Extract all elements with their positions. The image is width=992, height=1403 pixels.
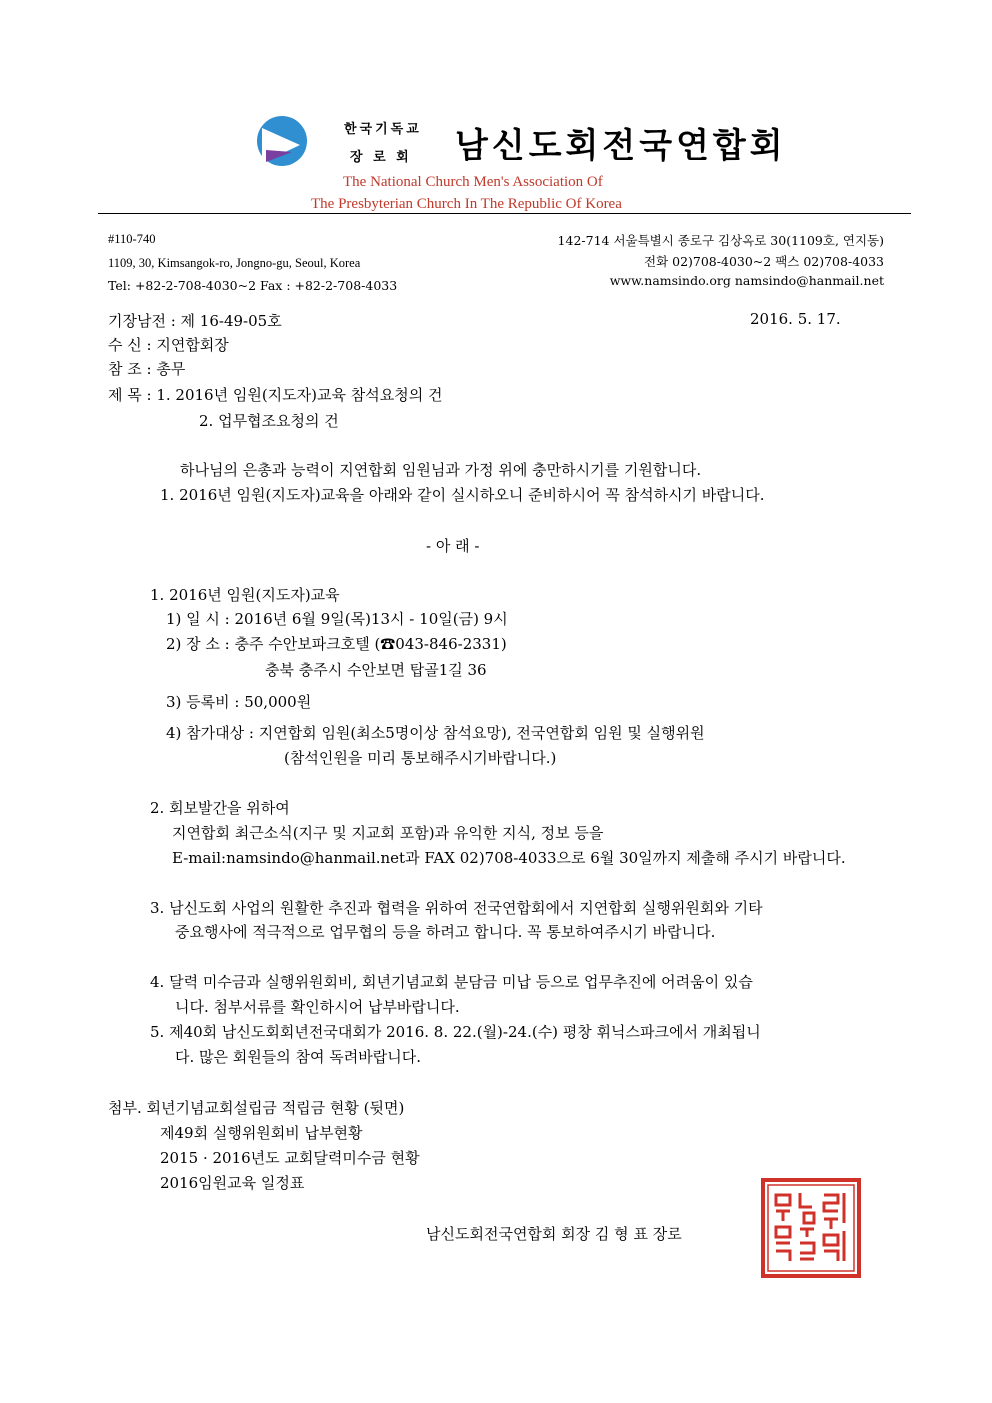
- section-1-target: 4) 참가대상 : 지연합회 임원(최소5명이상 참석요망), 전국연합회 임원 및 실행위원: [166, 724, 705, 742]
- attachment-item: 2016임원교육 일정표: [160, 1174, 305, 1192]
- section-1-fee: 3) 등록비 : 50,000원: [166, 693, 312, 711]
- org-small-line2: 장 로 회: [350, 150, 412, 165]
- postal-code-en: #110-740: [108, 232, 156, 246]
- tel-fax-kr: 전화 02)708-4030~2 팩스 02)708-4033: [644, 254, 884, 269]
- document-date: 2016. 5. 17.: [750, 310, 841, 328]
- official-seal-icon: [760, 1177, 862, 1279]
- subject-line1: 제 목 : 1. 2016년 임원(지도자)교육 참석요청의 건: [108, 386, 443, 404]
- section-1-place: 2) 장 소 : 충주 수안보파크호텔 (☎043-846-2331): [166, 635, 507, 653]
- org-english-line2: The Presbyterian Church In The Republic Of Korea: [311, 196, 622, 212]
- section-2-line1: 지연합회 최근소식(지구 및 지교회 포함)과 유익한 지식, 정보 등을: [172, 824, 604, 842]
- address-kr: 142-714 서울특별시 종로구 김상옥로 30(1109호, 연지동): [557, 233, 884, 248]
- tel-fax-en: Tel: +82-2-708-4030~2 Fax : +82-2-708-4033: [108, 278, 398, 293]
- document-number: 기장남전 : 제 16-49-05호: [108, 312, 282, 330]
- section-4-line1: 4. 달력 미수금과 실행위원회비, 회년기념교회 분담금 미납 등으로 업무추진에 어려움이 있습: [150, 973, 753, 991]
- recipient: 수 신 : 지연합회장: [108, 336, 229, 354]
- section-5-line1: 5. 제40회 남신도회회년전국대회가 2016. 8. 22.(월)-24.(수) 평창 휘닉스파크에서 개최됩니: [150, 1023, 761, 1041]
- section-4-line2: 니다. 첨부서류를 확인하시어 납부바랍니다.: [175, 998, 460, 1016]
- reference: 참 조 : 총무: [108, 360, 186, 378]
- section-2-line2: E-mail:namsindo@hanmail.net과 FAX 02)708-4033으로 6월 30일까지 제출해 주시기 바랍니다.: [172, 849, 846, 867]
- section-1-place-address: 충북 충주시 수안보면 탑골1길 36: [265, 661, 487, 679]
- section-2-title: 2. 회보발간을 위하여: [150, 799, 290, 817]
- address-en: 1109, 30, Kimsangok-ro, Jongno-gu, Seoul, Korea: [108, 256, 361, 270]
- below-heading: - 아 래 -: [426, 537, 480, 555]
- paragraph-1: 1. 2016년 임원(지도자)교육을 아래와 같이 실시하오니 준비하시어 꼭 참석하시기 바랍니다.: [160, 486, 765, 504]
- section-3-line1: 3. 남신도회 사업의 원활한 추진과 협력을 위하여 전국연합회에서 지연합회 실행위원회와 기타: [150, 899, 763, 917]
- web-email: www.namsindo.org namsindo@hanmail.net: [609, 273, 884, 288]
- section-1-time: 1) 일 시 : 2016년 6월 9일(목)13시 - 10일(금) 9시: [166, 610, 508, 628]
- org-small-line1: 한국기독교: [344, 122, 422, 137]
- section-3-line2: 중요행사에 적극적으로 업무협의 등을 하려고 합니다. 꼭 통보하여주시기 바랍니다.: [175, 923, 716, 941]
- signature-line: 남신도회전국연합회 회장 김 형 표 장로: [426, 1225, 682, 1243]
- greeting: 하나님의 은총과 능력이 지연합회 임원님과 가정 위에 충만하시기를 기원합니다.: [180, 461, 702, 479]
- org-name: 남신도회전국연합회: [455, 126, 787, 166]
- section-1-title: 1. 2016년 임원(지도자)교육: [150, 586, 340, 604]
- triangle-circle-logo-icon: [256, 115, 308, 167]
- attachment-item: 제49회 실행위원회비 납부현황: [160, 1124, 363, 1142]
- org-english-line1: The National Church Men's Association Of: [343, 174, 603, 190]
- attachments-label: 첨부. 회년기념교회설립금 적립금 현황 (뒷면): [108, 1099, 405, 1117]
- section-5-line2: 다. 많은 회원들의 참여 독려바랍니다.: [175, 1048, 421, 1066]
- subject-line2: 2. 업무협조요청의 건: [199, 412, 339, 430]
- header-divider: [98, 213, 911, 214]
- section-1-target-note: (참석인원을 미리 통보해주시기바랍니다.): [284, 749, 557, 767]
- attachment-item: 2015 · 2016년도 교회달력미수금 현황: [160, 1149, 420, 1167]
